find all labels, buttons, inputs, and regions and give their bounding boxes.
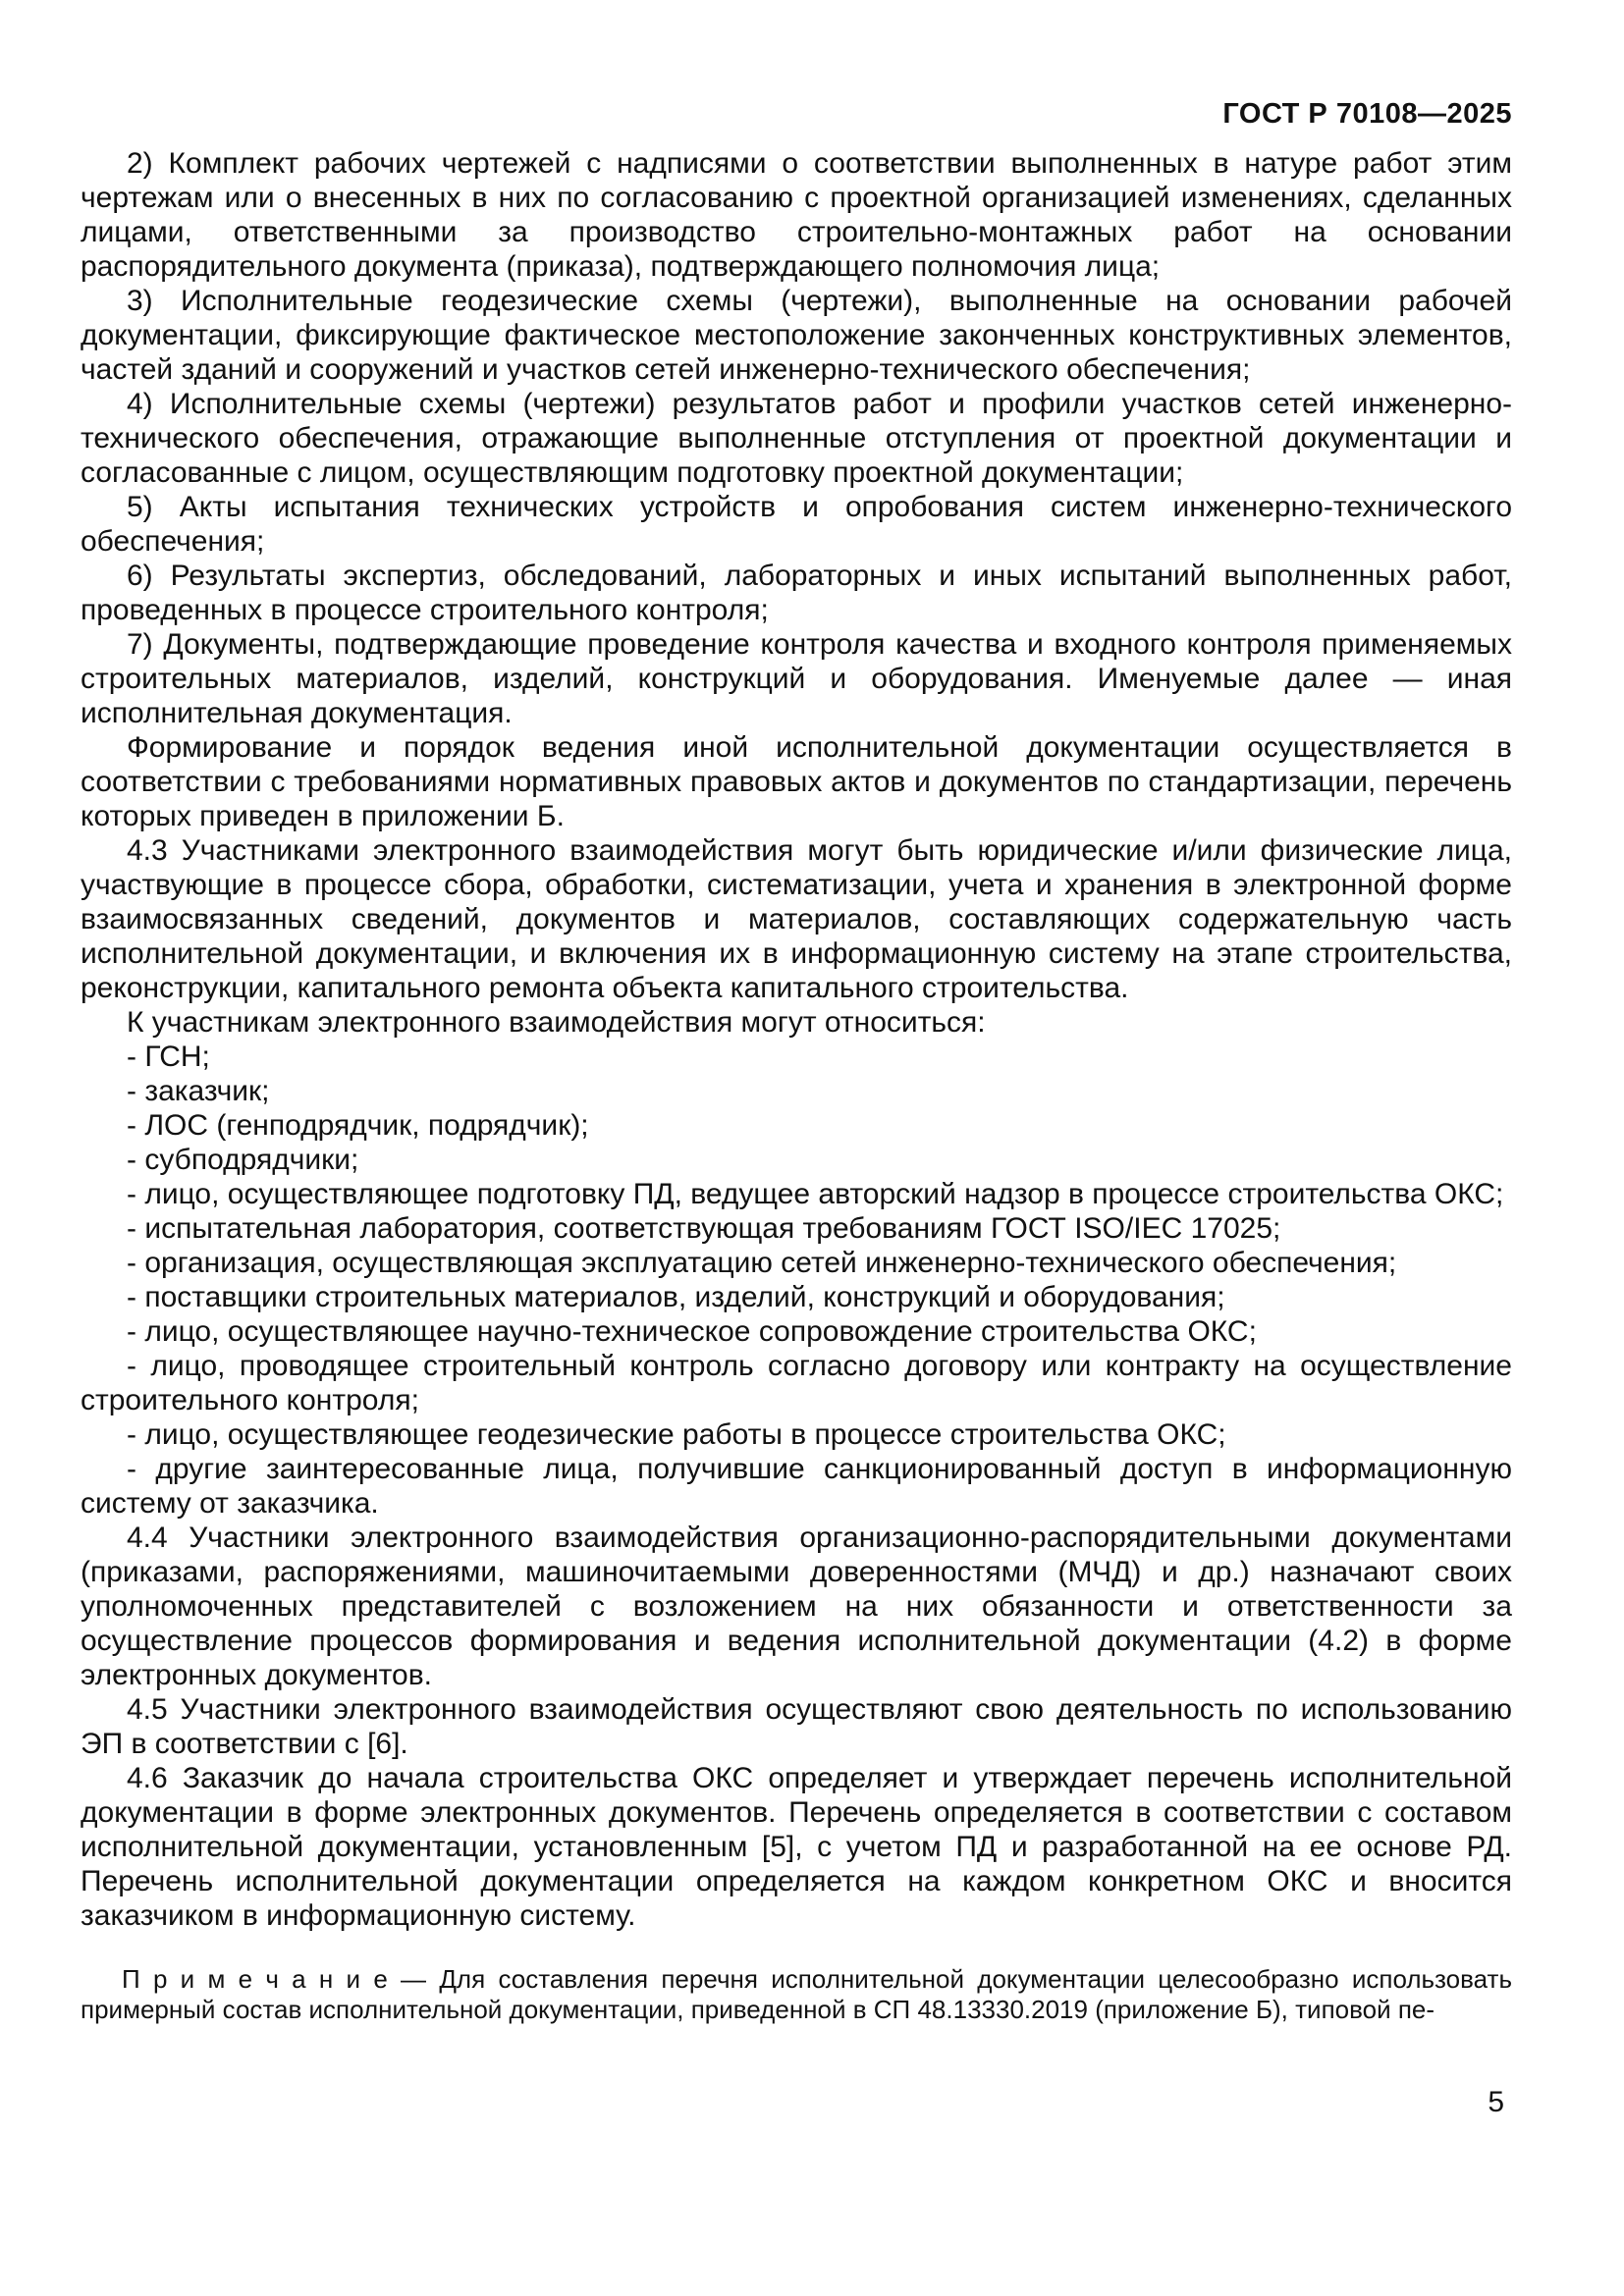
note: П р и м е ч а н и е — Для составления перечня исполнительной документации целесообразно использовать примерный состав исполнительной документации, приведенной в СП 48.13330.2019 (приложение Б), типовой пе- <box>81 1964 1512 2024</box>
list-item: - лицо, осуществляющее геодезические работы в процессе строительства ОКС; <box>127 1418 1226 1451</box>
document-number: ГОСТ Р 70108—2025 <box>1222 98 1512 130</box>
page-number: 5 <box>1488 2086 1504 2118</box>
paragraph: Формирование и порядок ведения иной исполнительной документации осуществляется в соответствии с требованиями нормативных правовых актов и документов по стандартизации, перечень которых приведен в приложении Б. <box>81 731 1512 832</box>
list-item: - лицо, осуществляющее научно-техническое сопровождение строительства ОКС; <box>127 1315 1257 1348</box>
list-item: - испытательная лаборатория, соответствующая требованиям ГОСТ ISO/IEC 17025; <box>127 1212 1281 1245</box>
paragraph: К участникам электронного взаимодействия могут относиться: <box>127 1006 986 1039</box>
document-header <box>81 98 1512 131</box>
paragraph: 3) Исполнительные геодезические схемы (чертежи), выполненные на основании рабочей документации, фиксирующие фактическое местоположение законченных конструктивных элементов, частей зданий и сооружений и участков сетей инженерно-технического обеспечения; <box>81 285 1512 386</box>
paragraph: 2) Комплект рабочих чертежей с надписями о соответствии выполненных в натуре работ этим чертежам или о внесенных в них по согласованию с проектной организацией изменениях, сделанных лицами, ответственными за производство строительно-монтажных работ на основании распорядительного документа (приказа), подтверждающего полномочия лица; <box>81 147 1512 283</box>
paragraph: 4.6 Заказчик до начала строительства ОКС определяет и утверждает перечень исполнительной документации в форме электронных документов. Перечень определяется в соответствии с составом исполнительной документации, установленным [5], с учетом ПД и разработанной на ее основе РД. Перечень исполнительной документации определяется на каждом конкретном ОКС и вносится заказчиком в информационную систему. <box>81 1762 1512 1932</box>
paragraph: 4.5 Участники электронного взаимодействия осуществляют свою деятельность по использованию ЭП в соответствии с [6]. <box>81 1693 1512 1760</box>
paragraph: 6) Результаты экспертиз, обследований, лабораторных и иных испытаний выполненных работ, проведенных в процессе строительного контроля; <box>81 560 1512 626</box>
list-item: - поставщики строительных материалов, изделий, конструкций и оборудования; <box>127 1281 1225 1313</box>
paragraph: 4.4 Участники электронного взаимодействия организационно-распорядительными документами (приказами, распоряжениями, машиночитаемыми доверенностями (МЧД) и др.) назначают своих уполномоченных представителей с возложением на них обязанности и ответственности за осуществление процессов формирования и ведения исполнительной документации (4.2) в форме электронных документов. <box>81 1522 1512 1691</box>
list-item: - другие заинтересованные лица, получившие санкционированный доступ в информационную систему от заказчика. <box>81 1453 1512 1520</box>
document-body <box>81 146 1512 2025</box>
list-item: - ЛОС (генподрядчик, подрядчик); <box>127 1109 589 1142</box>
list-item: - лицо, проводящее строительный контроль согласно договору или контракту на осуществление строительного контроля; <box>81 1350 1512 1416</box>
list-item: - ГСН; <box>127 1041 210 1073</box>
paragraph: 4.3 Участниками электронного взаимодействия могут быть юридические и/или физические лица, участвующие в процессе сбора, обработки, систематизации, учета и хранения в электронной форме взаимосвязанных сведений, документов и материалов, составляющих содержательную часть исполнительной документации, и включения их в информационную систему на этапе строительства, реконструкции, капитального ремонта объекта капитального строительства. <box>81 834 1512 1004</box>
list-item: - заказчик; <box>127 1075 270 1107</box>
paragraph: 4) Исполнительные схемы (чертежи) результатов работ и профили участков сетей инженерно-технического обеспечения, отражающие выполненные отступления от проектной документации и согласованные с лицом, осуществляющим подготовку проектной документации; <box>81 388 1512 489</box>
list-item: - субподрядчики; <box>127 1144 359 1176</box>
list-item: - лицо, осуществляющее подготовку ПД, ведущее авторский надзор в процессе строительства ОКС; <box>127 1178 1504 1210</box>
list-item: - организация, осуществляющая эксплуатацию сетей инженерно-технического обеспечения; <box>127 1247 1397 1279</box>
paragraph: 7) Документы, подтверждающие проведение контроля качества и входного контроля применяемых строительных материалов, изделий, конструкций и оборудования. Именуемые далее — иная исполнительная документация. <box>81 628 1512 729</box>
paragraph: 5) Акты испытания технических устройств и опробования систем инженерно-технического обеспечения; <box>81 491 1512 558</box>
